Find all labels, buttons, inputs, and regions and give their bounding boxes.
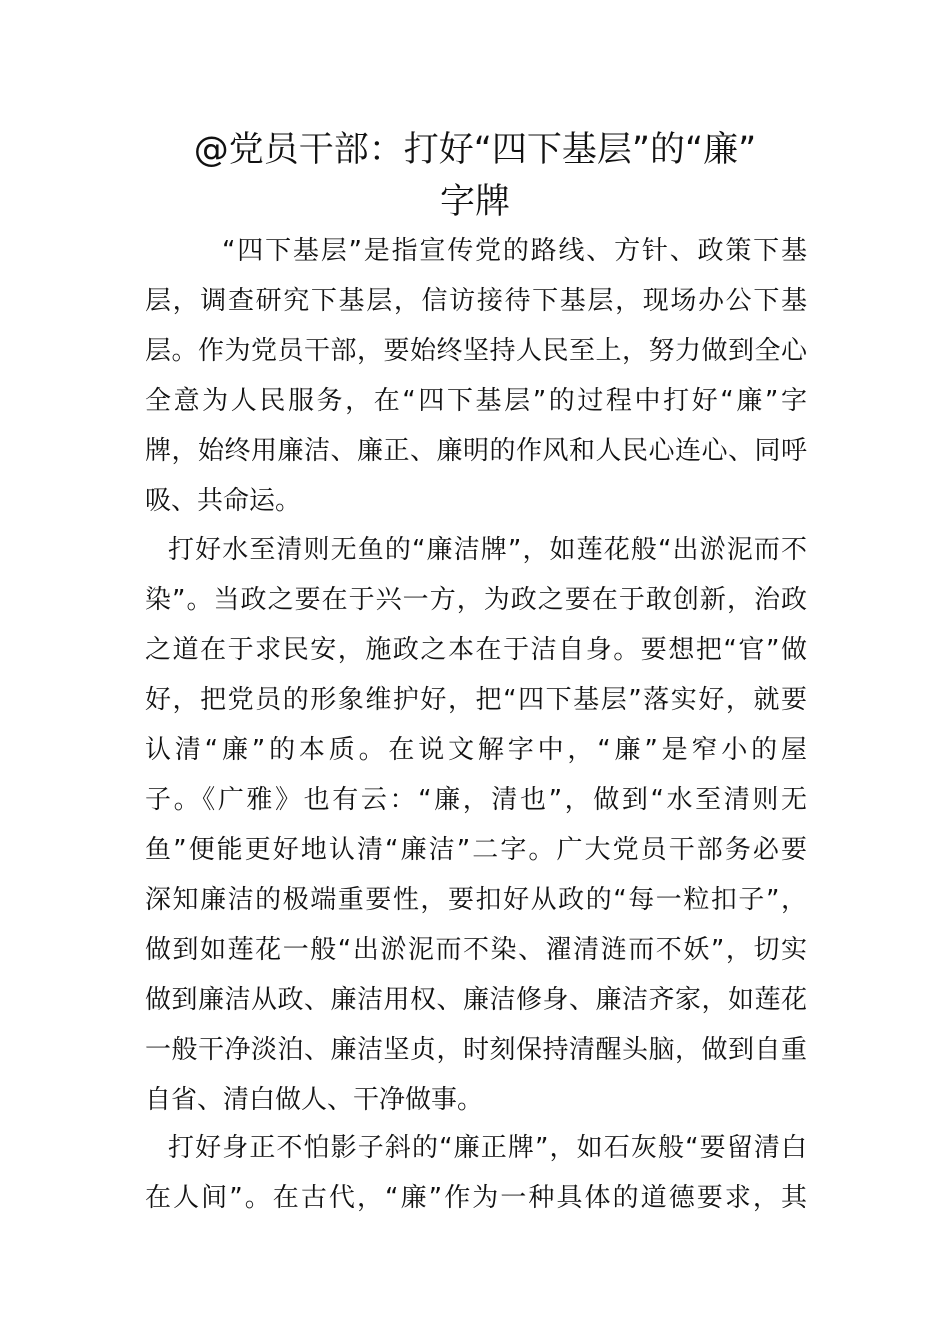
paragraph-line: 层。作为党员干部，要始终坚持人民至上，努力做到全心: [145, 336, 807, 366]
paragraph-line: 吸、共命运。: [145, 486, 302, 516]
paragraph-line: 一般干净淡泊、廉洁坚贞，时刻保持清醒头脑，做到自重: [145, 1035, 807, 1065]
paragraph-line: 认清“廉”的本质。在说文解字中，“廉”是窄小的屋: [145, 735, 807, 765]
paragraph-line: 染”。当政之要在于兴一方，为政之要在于敢创新，治政: [145, 585, 807, 615]
paragraph-line: “四下基层”是指宣传党的路线、方针、政策下基: [222, 236, 807, 266]
paragraph-line: 深知廉洁的极端重要性，要扣好从政的“每一粒扣子”，: [145, 885, 807, 915]
document-title-line-1: @党员干部：打好“四下基层”的“廉”: [193, 130, 757, 170]
paragraph-line: 牌，始终用廉洁、廉正、廉明的作风和人民心连心、同呼: [145, 436, 807, 466]
paragraph-line: 鱼”便能更好地认清“廉洁”二字。广大党员干部务必要: [145, 835, 807, 865]
paragraph-line: 自省、清白做人、干净做事。: [145, 1085, 484, 1115]
paragraph-line: 层，调查研究下基层，信访接待下基层，现场办公下基: [145, 286, 807, 316]
paragraph-line: 打好身正不怕影子斜的“廉正牌”，如石灰般“要留清白: [168, 1133, 807, 1163]
document-title-line-2: 字牌: [439, 182, 510, 222]
paragraph-line: 好，把党员的形象维护好，把“四下基层”落实好，就要: [145, 685, 807, 715]
paragraph-line: 打好水至清则无鱼的“廉洁牌”，如莲花般“出淤泥而不: [168, 535, 807, 565]
paragraph-line: 之道在于求民安，施政之本在于洁自身。要想把“官”做: [145, 635, 807, 665]
paragraph-line: 在人间”。在古代，“廉”作为一种具体的道德要求，其: [145, 1183, 807, 1213]
paragraph-line: 做到廉洁从政、廉洁用权、廉洁修身、廉洁齐家，如莲花: [145, 985, 807, 1015]
paragraph-line: 做到如莲花一般“出淤泥而不染、濯清涟而不妖”，切实: [145, 935, 807, 965]
paragraph-line: 全意为人民服务，在“四下基层”的过程中打好“廉”字: [145, 386, 807, 416]
paragraph-line: 子。《广雅》也有云：“廉，清也”，做到“水至清则无: [145, 785, 807, 815]
